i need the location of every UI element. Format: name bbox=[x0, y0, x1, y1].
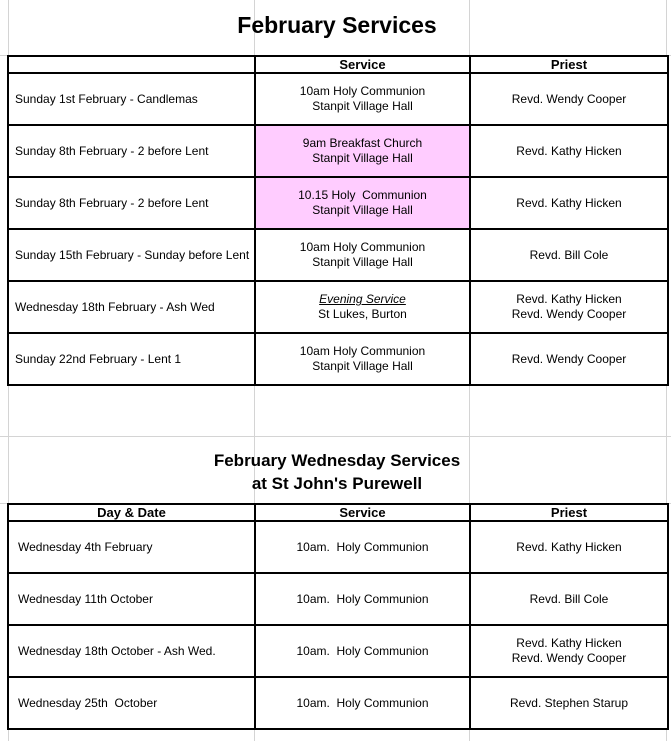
table-row bbox=[8, 625, 668, 677]
service-cell[interactable] bbox=[255, 73, 470, 125]
header-priest: Priest bbox=[470, 504, 668, 521]
wednesday-title bbox=[8, 449, 666, 495]
priest-cell[interactable] bbox=[470, 677, 668, 729]
service-cell[interactable] bbox=[255, 281, 470, 333]
table-row bbox=[8, 229, 668, 281]
service-location: Stanpit Village Hall bbox=[312, 99, 413, 113]
priest-cell[interactable] bbox=[470, 333, 668, 385]
priest-cell[interactable] bbox=[470, 177, 668, 229]
day-cell[interactable]: Sunday 22nd February - Lent 1 bbox=[8, 333, 255, 385]
service-name: 10am Holy Communion bbox=[299, 84, 426, 98]
table-row bbox=[8, 177, 668, 229]
service-cell[interactable]: 10am. Holy Communion bbox=[255, 625, 470, 677]
service-name: 10am Holy Communion bbox=[299, 344, 426, 358]
day-cell[interactable]: Wednesday 18th February - Ash Wed bbox=[8, 281, 255, 333]
priest-name: Revd. Wendy Cooper bbox=[511, 651, 627, 665]
table-row bbox=[8, 677, 668, 729]
day-cell[interactable]: Wednesday 4th February bbox=[8, 521, 255, 573]
day-cell[interactable]: Sunday 1st February - Candlemas bbox=[8, 73, 255, 125]
table-row bbox=[8, 521, 668, 573]
service-cell-highlighted[interactable] bbox=[255, 125, 470, 177]
schedule-title: February Services bbox=[237, 12, 437, 38]
priest-cell[interactable] bbox=[470, 281, 668, 333]
service-location: Stanpit Village Hall bbox=[312, 359, 413, 373]
priest-cell[interactable] bbox=[470, 625, 668, 677]
priest-name: Revd. Wendy Cooper bbox=[511, 351, 627, 366]
gridline bbox=[0, 436, 671, 437]
priest-name: Revd. Kathy Hicken bbox=[516, 143, 622, 158]
header-service: Service bbox=[255, 504, 470, 521]
priest-name: Revd. Wendy Cooper bbox=[511, 307, 627, 321]
header-priest: Priest bbox=[470, 56, 668, 73]
header-service: Service bbox=[255, 56, 470, 73]
wednesday-title-line1: February Wednesday Services bbox=[213, 451, 461, 470]
service-name: 9am Breakfast Church bbox=[302, 136, 423, 150]
priest-name: Revd. Kathy Hicken bbox=[516, 539, 622, 554]
table-row bbox=[8, 281, 668, 333]
service-location: St Lukes, Burton bbox=[318, 307, 407, 321]
day-cell[interactable]: Sunday 8th February - 2 before Lent bbox=[8, 125, 255, 177]
service-name: 10am Holy Communion bbox=[299, 240, 426, 254]
day-cell[interactable]: Wednesday 11th October bbox=[8, 573, 255, 625]
service-location: Stanpit Village Hall bbox=[312, 151, 413, 165]
service-cell[interactable]: 10am. Holy Communion bbox=[255, 521, 470, 573]
header-day bbox=[8, 56, 255, 73]
table-header-row bbox=[8, 56, 668, 73]
priest-cell[interactable] bbox=[470, 125, 668, 177]
table-row bbox=[8, 125, 668, 177]
service-cell-highlighted[interactable] bbox=[255, 177, 470, 229]
header-day-date: Day & Date bbox=[8, 504, 255, 521]
priest-name: Revd. Kathy Hicken bbox=[516, 636, 622, 650]
table-row bbox=[8, 73, 668, 125]
service-cell[interactable] bbox=[255, 333, 470, 385]
day-cell[interactable]: Wednesday 25th October bbox=[8, 677, 255, 729]
table-row bbox=[8, 573, 668, 625]
priest-cell[interactable] bbox=[470, 73, 668, 125]
priest-cell[interactable] bbox=[470, 573, 668, 625]
priest-name: Revd. Bill Cole bbox=[529, 247, 609, 262]
priest-cell[interactable] bbox=[470, 521, 668, 573]
service-cell[interactable] bbox=[255, 229, 470, 281]
wednesday-title-line2: at St John's Purewell bbox=[251, 474, 423, 493]
day-cell[interactable]: Sunday 8th February - 2 before Lent bbox=[8, 177, 255, 229]
february-services-table bbox=[7, 55, 669, 386]
table-header-row bbox=[8, 504, 668, 521]
service-cell[interactable]: 10am. Holy Communion bbox=[255, 677, 470, 729]
priest-cell[interactable] bbox=[470, 229, 668, 281]
service-cell[interactable]: 10am. Holy Communion bbox=[255, 573, 470, 625]
priest-name: Revd. Kathy Hicken bbox=[516, 195, 622, 210]
service-location: Stanpit Village Hall bbox=[312, 255, 413, 269]
service-location: Stanpit Village Hall bbox=[312, 203, 413, 217]
table-row bbox=[8, 333, 668, 385]
priest-name: Revd. Wendy Cooper bbox=[511, 91, 627, 106]
service-name: 10.15 Holy Communion bbox=[298, 188, 427, 202]
wednesday-services-table bbox=[7, 503, 669, 730]
priest-name: Revd. Stephen Starup bbox=[509, 695, 629, 710]
priest-name: Revd. Kathy Hicken bbox=[516, 292, 622, 306]
priest-name: Revd. Bill Cole bbox=[529, 591, 609, 606]
day-cell[interactable]: Sunday 15th February - Sunday before Lent bbox=[8, 229, 255, 281]
service-name: Evening Service bbox=[319, 292, 406, 306]
day-cell[interactable]: Wednesday 18th October - Ash Wed. bbox=[8, 625, 255, 677]
